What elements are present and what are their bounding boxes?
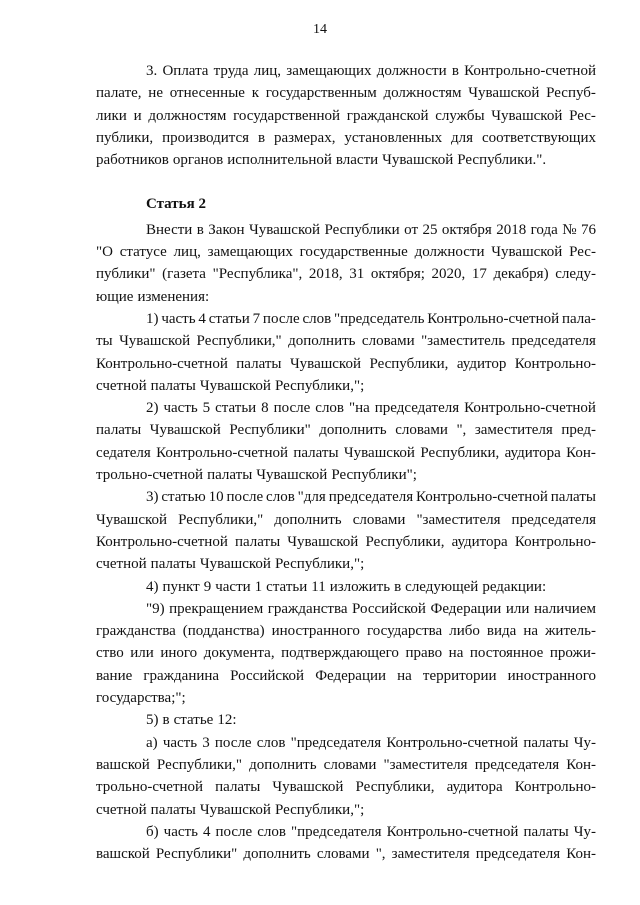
text-line: 4) пункт 9 части 1 статьи 11 изложить в следующей редакции:: [146, 578, 547, 595]
text-line: 3) статью 10 после слов "для председателя Контрольно-счетной палаты: [146, 489, 596, 506]
text-line: счетной палаты Чувашской Республики,";: [96, 801, 365, 818]
paragraph: [96, 821, 596, 866]
document-body: [96, 60, 596, 865]
text-line: Внести в Закон Чувашской Республики от 25 октября 2018 года № 76: [146, 221, 596, 238]
paragraph: [96, 709, 596, 731]
text-line: счетной палаты Чувашской Республики,";: [96, 377, 365, 394]
paragraph: [96, 598, 596, 709]
text-line: государства;";: [96, 690, 186, 707]
paragraph: [96, 486, 596, 575]
text-line: седателя Контрольно-счетной палаты Чувашской Республики, аудитора Кон-: [96, 444, 596, 461]
text-line: "9) прекращением гражданства Российской Федерации или наличием: [146, 600, 596, 617]
text-line: палаты Чувашской Республики" дополнить словами ", заместителя пред-: [96, 422, 596, 439]
text-line: 5) в статье 12:: [146, 712, 237, 729]
text-line: счетной палаты Чувашской Республики,";: [96, 556, 365, 573]
text-line: ство или иного документа, подтверждающего право на постоянное прожи-: [96, 645, 596, 662]
text-line: вашской Республики" дополнить словами ", заместителя председателя Кон-: [96, 846, 596, 863]
page-number: 14: [313, 22, 327, 37]
text-line: вание гражданина Российской Федерации на территории иностранного: [96, 667, 596, 684]
paragraph: [96, 732, 596, 821]
paragraph: [96, 397, 596, 486]
paragraph: [96, 219, 596, 308]
text-line: ющие изменения:: [96, 288, 210, 305]
text-line: Контрольно-счетной палаты Чувашской Республики, аудитор Контрольно-: [96, 355, 596, 372]
text-line: вашской Республики," дополнить словами "заместителя председателя Кон-: [96, 756, 596, 773]
text-line: палате, не отнесенные к государственным должностям Чувашской Респуб-: [96, 85, 596, 102]
text-line: Чувашской Республики," дополнить словами "заместителя председателя: [96, 511, 596, 528]
text-line: а) часть 3 после слов "председателя Контрольно-счетной палаты Чу-: [146, 734, 596, 751]
text-line: 2) часть 5 статьи 8 после слов "на председателя Контрольно-счетной: [146, 400, 596, 417]
text-line: б) часть 4 после слов "председателя Контрольно-счетной палаты Чу-: [146, 823, 596, 840]
text-line: гражданства (подданства) иностранного государства либо вида на житель-: [96, 623, 596, 640]
paragraph: [96, 60, 596, 171]
text-line: публики, производится в размерах, установленных для соответствующих: [96, 129, 596, 146]
text-line: работников органов исполнительной власти Чувашской Республики.".: [96, 152, 547, 169]
article-heading: Статья 2: [146, 196, 206, 213]
paragraph: [96, 308, 596, 397]
text-line: трольно-счетной палаты Чувашской Республики, аудитора Контрольно-: [96, 779, 596, 796]
text-line: "О статусе лиц, замещающих государственные должности Чувашской Рес-: [96, 244, 596, 261]
text-line: публики" (газета "Республика", 2018, 31 октября; 2020, 17 декабря) следу-: [96, 266, 596, 283]
text-line: 3. Оплата труда лиц, замещающих должности в Контрольно-счетной: [146, 63, 596, 79]
text-line: ты Чувашской Республики," дополнить словами "заместитель председателя: [96, 333, 596, 350]
text-line: Контрольно-счетной палаты Чувашской Республики, аудитора Контрольно-: [96, 533, 596, 550]
text-line: трольно-счетной палаты Чувашской Республики";: [96, 467, 417, 484]
text-line: 1) часть 4 статьи 7 после слов "председатель Контрольно-счетной пала-: [146, 310, 596, 327]
paragraph: [96, 576, 596, 598]
text-line: лики и должностям государственной гражданской службы Чувашской Рес-: [96, 107, 596, 124]
